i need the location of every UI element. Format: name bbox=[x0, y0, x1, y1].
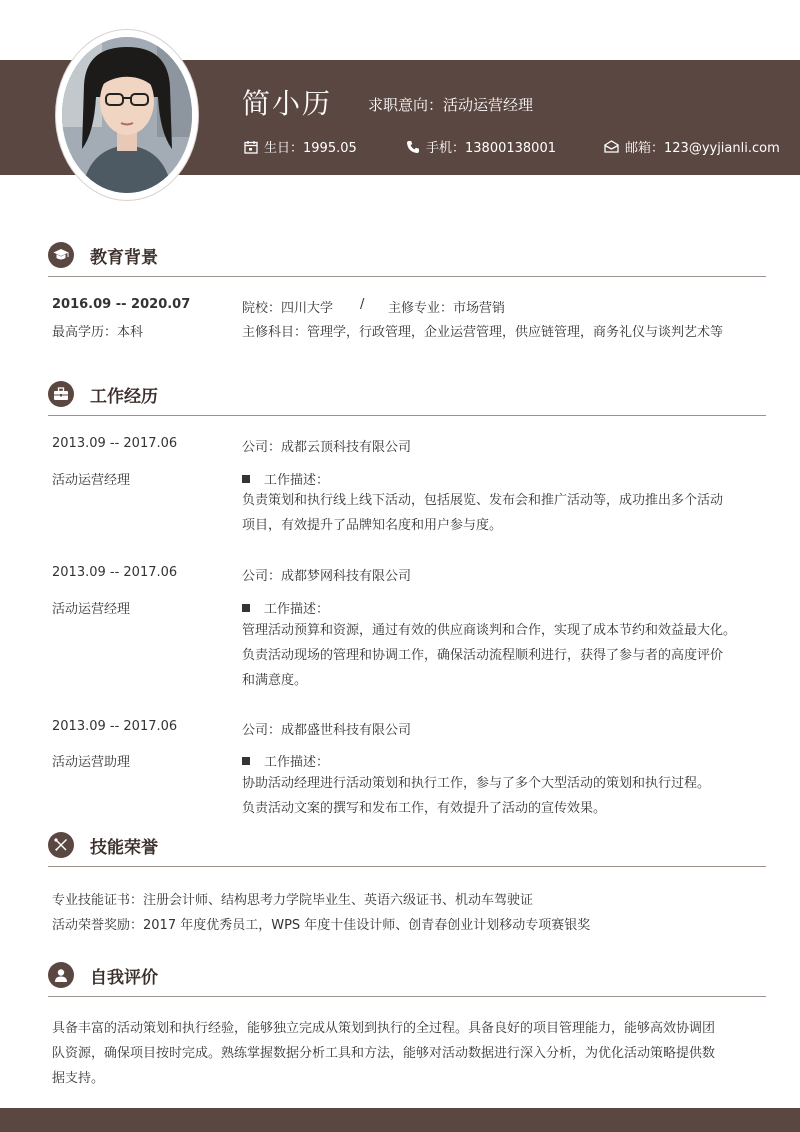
work-period: 2013.09 -- 2017.06 bbox=[52, 436, 178, 451]
section-divider bbox=[48, 996, 766, 997]
work-period: 2013.09 -- 2017.06 bbox=[52, 565, 178, 580]
email-info bbox=[604, 137, 780, 156]
avatar-photo bbox=[62, 37, 192, 193]
education-major: 主修专业：市场营销 bbox=[388, 301, 506, 316]
self-section-header bbox=[48, 962, 766, 998]
calendar-icon bbox=[244, 140, 258, 154]
education-degree: 最高学历：本科 bbox=[52, 325, 144, 340]
work-period: 2013.09 -- 2017.06 bbox=[52, 719, 178, 734]
education-separator: / bbox=[360, 297, 365, 312]
phone-icon bbox=[406, 140, 420, 154]
birthday-info bbox=[244, 137, 357, 156]
bullet-icon bbox=[242, 604, 250, 612]
phone-text: 手机：13800138001 bbox=[426, 141, 556, 156]
work-company: 公司：成都盛世科技有限公司 bbox=[242, 723, 412, 738]
bullet-icon bbox=[242, 757, 250, 765]
phone-info bbox=[406, 137, 556, 156]
person-icon bbox=[48, 962, 74, 988]
work-desc: 管理活动预算和资源，通过有效的供应商谈判和合作，实现了成本节约和效益最大化。 负责活动现场的管理和协调工作，确保活动流程顺利进行，获得了参与者的高度评价 和满意度。 bbox=[242, 623, 737, 688]
work-title: 工作经历 bbox=[90, 387, 158, 407]
work-desc: 协助活动经理进行活动策划和执行工作，参与了多个大型活动的策划和执行过程。 负责活动文案的撰写和发布工作，有效提升了活动的宣传效果。 bbox=[242, 776, 711, 816]
work-role: 活动运营助理 bbox=[52, 755, 131, 770]
education-period: 2016.09 -- 2020.07 bbox=[52, 297, 191, 312]
footer-band bbox=[0, 1108, 800, 1132]
avatar bbox=[62, 37, 192, 193]
self-evaluation-text: 具备丰富的活动策划和执行经验，能够独立完成从策划到执行的全过程。具备良好的项目管理能力，能够高效协调团 队资源，确保项目按时完成。熟练掌握数据分析工具和方法，能够对活动数据进行深入分析，为优化活动策略提供数 据支持。 bbox=[52, 1021, 716, 1086]
envelope-icon bbox=[604, 140, 619, 153]
section-divider bbox=[48, 276, 766, 277]
education-courses: 主修科目：管理学，行政管理，企业运营管理，供应链管理，商务礼仪与谈判艺术等 bbox=[242, 325, 724, 340]
work-desc-label: 工作描述： bbox=[242, 751, 329, 770]
birthday-text: 生日：1995.05 bbox=[264, 141, 357, 156]
tools-icon bbox=[48, 832, 74, 858]
bullet-icon bbox=[242, 475, 250, 483]
skills-title: 技能荣誉 bbox=[90, 838, 158, 858]
work-role: 活动运营经理 bbox=[52, 473, 131, 488]
work-company: 公司：成都云顶科技有限公司 bbox=[242, 440, 412, 455]
briefcase-icon bbox=[48, 381, 74, 407]
work-role: 活动运营经理 bbox=[52, 602, 131, 617]
graduation-cap-icon bbox=[48, 242, 74, 268]
candidate-name: 简小历 bbox=[242, 87, 333, 120]
work-desc-label: 工作描述： bbox=[242, 469, 329, 488]
work-desc: 负责策划和执行线上线下活动，包括展览、发布会和推广活动等，成功推出多个活动 项目，有效提升了品牌知名度和用户参与度。 bbox=[242, 493, 724, 533]
skills-awards: 活动荣誉奖励：2017 年度优秀员工，WPS 年度十佳设计师、创青春创业计划移动专项赛银奖 bbox=[52, 918, 591, 933]
job-intent: 求职意向：活动运营经理 bbox=[368, 96, 534, 114]
education-section-header bbox=[48, 242, 766, 278]
education-school: 院校：四川大学 bbox=[242, 301, 334, 316]
section-divider bbox=[48, 866, 766, 867]
email-text: 邮箱：123@yyjianli.com bbox=[625, 141, 780, 156]
work-company: 公司：成都梦网科技有限公司 bbox=[242, 569, 412, 584]
skills-section-header bbox=[48, 832, 766, 868]
work-desc-label: 工作描述： bbox=[242, 598, 329, 617]
skills-certificates: 专业技能证书：注册会计师、结构思考力学院毕业生、英语六级证书、机动车驾驶证 bbox=[52, 893, 534, 908]
work-section-header bbox=[48, 381, 766, 417]
self-title: 自我评价 bbox=[90, 968, 158, 988]
section-divider bbox=[48, 415, 766, 416]
education-title: 教育背景 bbox=[90, 248, 158, 268]
